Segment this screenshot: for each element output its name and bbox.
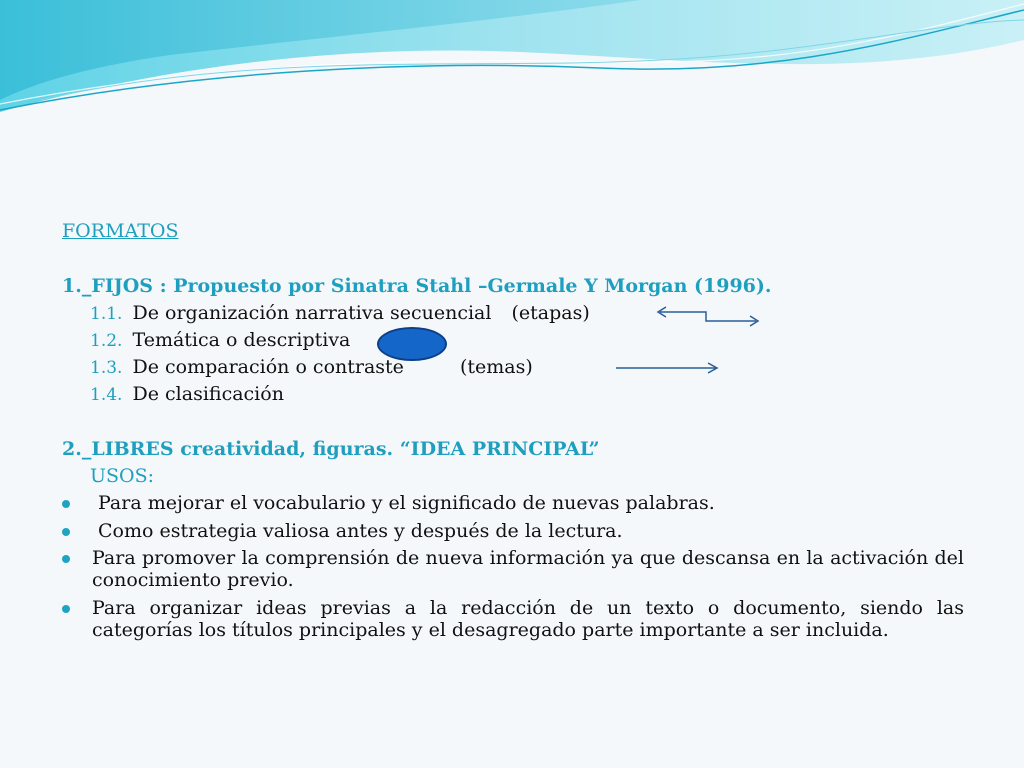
header-wave-decoration: [0, 0, 1024, 130]
bullet-text: Como estrategia valiosa antes y después de la lectura.: [98, 520, 623, 542]
list-item: [90, 356, 533, 379]
list-item: [90, 383, 284, 406]
bullet-icon: [62, 500, 70, 508]
bullet-item: [62, 597, 964, 641]
item-text: Temática o descriptiva: [132, 329, 351, 351]
bullet-icon: [62, 555, 70, 563]
usos-label: USOS:: [90, 465, 155, 487]
item-note: (temas): [459, 356, 533, 378]
item-number: 1.1.: [90, 304, 123, 324]
bullet-icon: [62, 605, 70, 613]
section-1-heading: 1._FIJOS : Propuesto por Sinatra Stahl –Germale Y Morgan (1996).: [62, 275, 772, 297]
bullet-item: [62, 547, 964, 591]
right-arrow-icon: [616, 363, 717, 373]
item-text: De comparación o contraste: [132, 356, 404, 378]
item-text: De organización narrativa secuencial: [132, 302, 492, 324]
bidirectional-step-arrow-icon: [658, 307, 758, 326]
bullet-item: [62, 492, 964, 514]
slide-title: FORMATOS: [62, 220, 179, 242]
item-number: 1.3.: [90, 358, 123, 378]
bullet-text: Para mejorar el vocabulario y el significado de nuevas palabras.: [98, 492, 715, 514]
list-item: [90, 302, 590, 325]
bullet-icon: [62, 528, 70, 536]
blue-ellipse-shape: [377, 327, 447, 361]
bullet-item: [62, 520, 964, 542]
item-number: 1.2.: [90, 331, 123, 351]
item-text: De clasificación: [132, 383, 284, 405]
item-number: 1.4.: [90, 385, 123, 405]
list-item: [90, 329, 350, 352]
section-2-heading: 2._LIBRES creatividad, figuras. “IDEA PRINCIPAL”: [62, 438, 600, 460]
bullet-text: Para organizar ideas previas a la redacción de un texto o documento, siendo las categorías los títulos principales y el desagregado parte importante a ser incluida.: [92, 597, 964, 641]
bullet-text: Para promover la comprensión de nueva información ya que descansa en la activación del conocimiento previo.: [92, 547, 964, 591]
item-note: (etapas): [511, 302, 590, 324]
